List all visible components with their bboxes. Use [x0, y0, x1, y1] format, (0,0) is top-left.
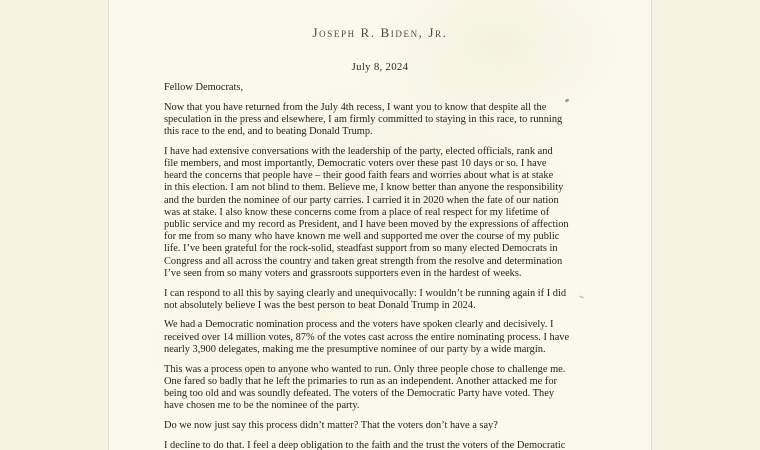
letter-paragraph	[164, 440, 618, 450]
letter-line: Now that you have returned from the July 4th recess, I want you to know that despite all the	[164, 101, 547, 113]
letter-line: heard the concerns that people have – their good faith fears and worries about what is at stake	[164, 170, 554, 182]
letterhead: Joseph R. Biden, Jr.	[312, 25, 448, 40]
letter-line: I decline to do that. I feel a deep obligation to the faith and the trust the voters of the Democratic	[164, 439, 566, 450]
letter-paragraph	[164, 319, 618, 356]
salutation: Fellow Democrats,	[164, 82, 244, 93]
letter-line: file members, and most importantly, Democratic voters over these past 10 days or so. I have	[164, 158, 547, 170]
letter-line: this race to the end, and to beating Donald Trump.	[164, 126, 373, 138]
letter-line: I’ve seen from so many voters and grassroots supporters even in the hardest of weeks.	[164, 267, 522, 279]
letter-page	[108, 0, 652, 450]
letter-line: I have had extensive conversations with the leadership of the party, elected officials, rank and	[164, 145, 553, 157]
letter-paragraph	[164, 146, 618, 280]
letter-line: life. I’ve been grateful for the rock-solid, steadfast support from so many elected Democrats in	[164, 243, 558, 255]
letter-paragraph	[164, 420, 618, 432]
letter-line: was at stake. I also know these concerns come from a place of real respect for my lifetime of	[164, 206, 550, 218]
letter-line: received over 14 million votes, 87% of the votes cast across the entire nominating process. I have	[164, 331, 570, 343]
letter-line: We had a Democratic nomination process and the voters have spoken clearly and decisively. I	[164, 319, 554, 331]
letter-line: being too old and was soundly defeated. The voters of the Democratic Party have voted. They	[164, 387, 555, 399]
letter-line: Do we now just say this process didn’t matter? That the voters don’t have a say?	[164, 419, 498, 431]
letter-line: public service and my record as President, and I have been moved by the expressions of affection	[164, 219, 569, 231]
letter-line: have chosen me to be the nominee of the party.	[164, 400, 360, 412]
letter-paragraph	[164, 288, 618, 312]
letter-paragraph	[164, 364, 618, 413]
letter-body	[164, 82, 618, 450]
letter-line: I can respond to all this by saying clearly and unequivocally: I wouldn’t be running again if I did	[164, 287, 567, 299]
letter-date: July 8, 2024	[351, 61, 409, 73]
letter-line: in this election. I am not blind to them. Believe me, I know better than anyone the responsibility	[164, 182, 564, 194]
letter-line: and the burden the nominee of our party carries. I carried it in 2020 when the fate of our nation	[164, 194, 559, 206]
letter-line: nearly 3,900 delegates, making me the presumptive nominee of our party by a wide margin.	[164, 343, 546, 355]
letter-line: speculation in the press and elsewhere, I am firmly committed to staying in this race, to running	[164, 113, 563, 125]
letter-line: Congress and all across the country and taken great strength from the resolve and determination	[164, 255, 563, 267]
letter-line: This was a process open to anyone who wanted to run. Only three people chose to challenge me.	[164, 363, 566, 375]
letter-line: not absolutely believe I was the best person to beat Donald Trump in 2024.	[164, 299, 476, 311]
letter-line: for me from so many who have known me well and supported me over the course of my public	[164, 231, 560, 243]
letter-line: One fared so badly that he left the primaries to run as an independent. Another attacked me for	[164, 375, 557, 387]
letter-paragraph	[164, 102, 618, 139]
